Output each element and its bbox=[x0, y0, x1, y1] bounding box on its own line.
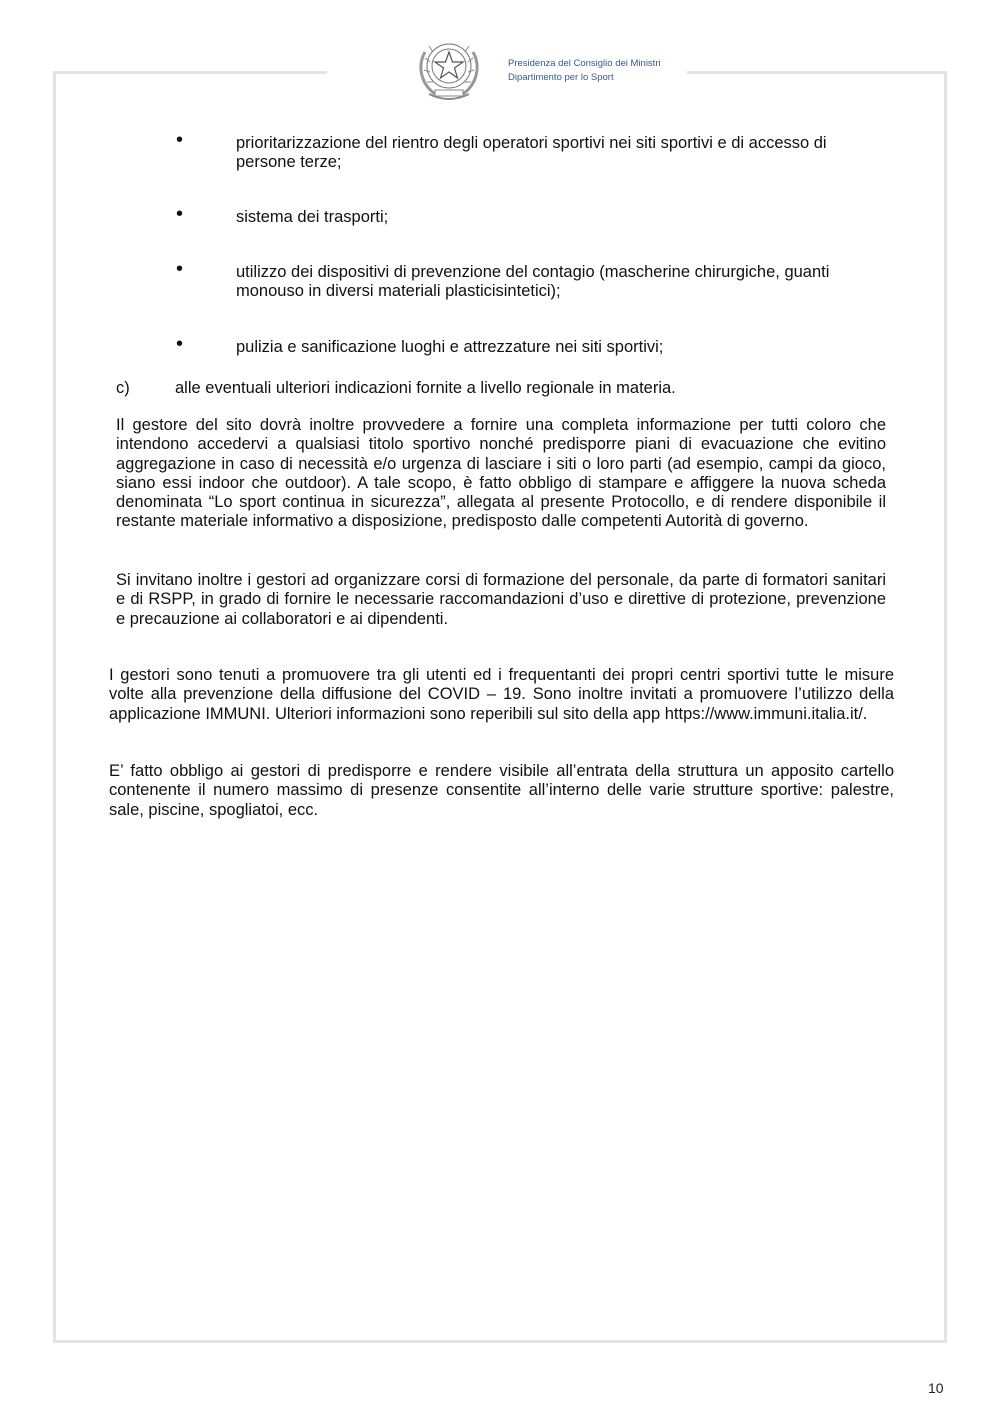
bullet-item-4: pulizia e sanificazione luoghi e attrezzature nei siti sportivi; bbox=[236, 338, 664, 356]
bullet-item-1: prioritarizzazione del rientro degli operatori sportivi nei siti sportivi e di accesso di persone terze; bbox=[236, 134, 827, 171]
bullet-dot-3: • bbox=[176, 258, 184, 280]
italian-republic-emblem-icon bbox=[415, 32, 483, 106]
page-number: 10 bbox=[928, 1380, 944, 1396]
paragraph-covid-immuni: I gestori sono tenuti a promuovere tra gli utenti ed i frequentanti dei propri centri sportivi tutte le misure volte alla prevenzione della diffusione del COVID – 19. Sono inoltre invitati a promuovere l’utilizzo della applicazione IMMUNI. Ulteriori informazioni sono reperibili sul sito della app https://www.immuni.italia.it/. bbox=[109, 666, 894, 723]
bullet-dot-2: • bbox=[176, 203, 184, 225]
item-c-label: c) bbox=[116, 379, 130, 397]
header-institution bbox=[508, 57, 661, 85]
bullet-dot-4: • bbox=[176, 333, 184, 355]
paragraph-formazione-personale: Si invitano inoltre i gestori ad organizzare corsi di formazione del personale, da parte di formatori sanitari e di RSPP, in grado di fornire le necessarie raccomandazioni d’uso e direttive di protezione, prevenzione e precauzione ai collaboratori e ai dipendenti. bbox=[116, 571, 886, 628]
paragraph-cartello-presenze: E’ fatto obbligo ai gestori di predisporre e rendere visibile all’entrata della struttura un apposito cartello contenente il numero massimo di presenze consentite all’interno delle varie strutture sportive: palestre, sale, piscine, spogliatoi, ecc. bbox=[109, 762, 894, 819]
bullet-item-3: utilizzo dei dispositivi di prevenzione del contagio (mascherine chirurgiche, guanti monouso in diversi materiali plasticisintetici); bbox=[236, 263, 830, 300]
bullet-item-2: sistema dei trasporti; bbox=[236, 208, 389, 226]
header-line-2: Dipartimento per lo Sport bbox=[508, 72, 614, 83]
paragraph-gestore-informazione: Il gestore del sito dovrà inoltre provvedere a fornire una completa informazione per tutti coloro che intendono accedervi a qualsiasi titolo sportivo nonché predisporre piani di evacuazione che evitino aggregazione in caso di necessità e/o urgenza di lasciare i siti o loro parti (ad esempio, campi da gioco, siano essi indoor che outdoor). A tale scopo, è fatto obbligo di stampare e affiggere la nuova scheda denominata “Lo sport continua in sicurezza”, allegata al presente Protocollo, e di rendere disponibile il restante materiale informativo a disposizione, predisposto dalle competenti Autorità di governo. bbox=[116, 416, 886, 531]
header-line-1: Presidenza del Consiglio dei Ministri bbox=[508, 58, 661, 69]
bullet-dot-1: • bbox=[176, 129, 184, 151]
item-c-text: alle eventuali ulteriori indicazioni fornite a livello regionale in materia. bbox=[175, 379, 676, 397]
